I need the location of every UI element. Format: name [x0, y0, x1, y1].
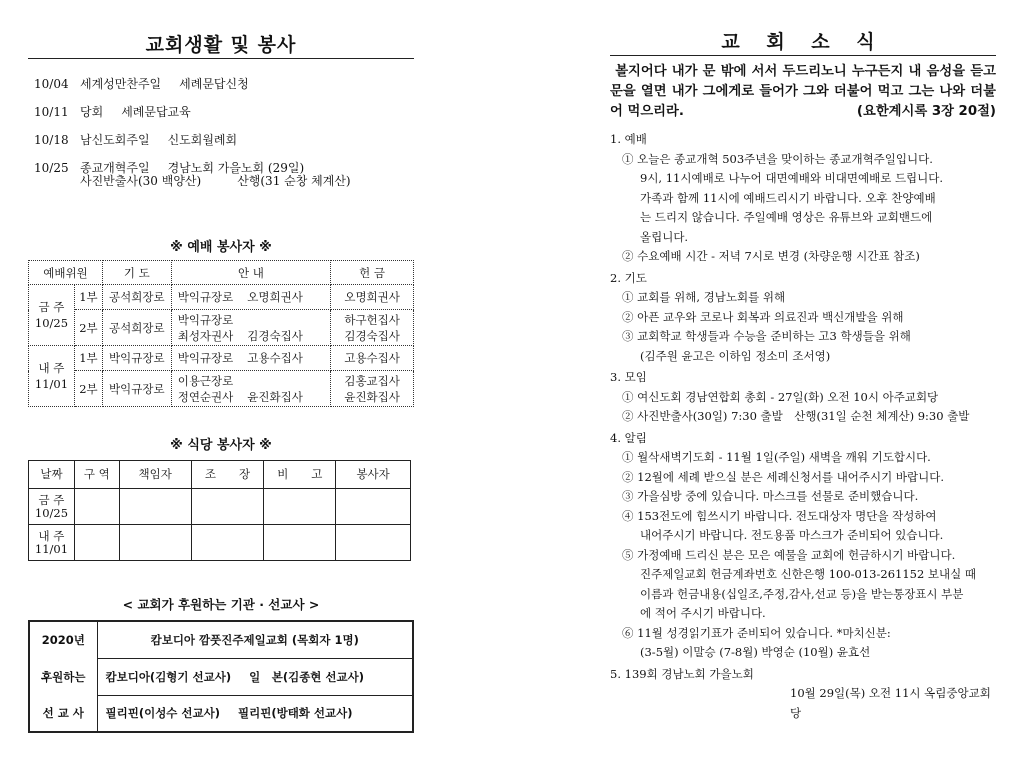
- empty-cell: [119, 489, 191, 525]
- guide-name: 박익규장로: [177, 290, 234, 304]
- schedule-item: 세례문답신청: [179, 77, 249, 91]
- news-section-heading: 4. 알림: [610, 430, 647, 445]
- table-header-row: [29, 261, 414, 285]
- news-line: 내어주시기 바랍니다. 전도용품 마스크가 준비되어 있습니다.: [640, 528, 944, 542]
- header-cell: 봉사자: [336, 461, 411, 489]
- news-line: (김주원 윤고은 이하임 정소미 조서영): [640, 348, 831, 363]
- table-row: [29, 489, 411, 525]
- header-cell: 날짜: [29, 461, 75, 489]
- offering-cell: [331, 310, 414, 346]
- mission-cell: [97, 658, 413, 695]
- news-line: ② 수요예배 시간 - 저녁 7시로 변경 (차량운행 시간표 참조): [622, 249, 920, 263]
- offering-name: 윤진화집사: [344, 389, 400, 404]
- empty-cell: [336, 489, 411, 525]
- news-line: 10월 29일(목) 오전 11시 옥림중앙교회당: [790, 686, 991, 720]
- service-cell: 2부: [74, 371, 102, 407]
- empty-cell: [264, 489, 336, 525]
- mission-cell: [97, 695, 413, 732]
- guide-name: 김경숙집사: [247, 328, 303, 343]
- table-row: [29, 371, 414, 407]
- service-cell: 1부: [74, 285, 102, 310]
- header-cell: 예배위원: [29, 261, 103, 285]
- right-page-title: 교 회 소 식: [721, 31, 885, 53]
- news-line: ① 여신도회 경남연합회 총회 - 27일(화) 오전 10시 아주교회당: [622, 389, 939, 404]
- header-cell: 비 고: [264, 461, 336, 489]
- label-cell: 선 교 사: [29, 695, 97, 732]
- missionary: 필리핀(이성수 선교사): [105, 706, 220, 721]
- kitchen-volunteers-table: [28, 460, 411, 561]
- schedule-item: 종교개혁주일: [80, 161, 150, 175]
- schedule-item: 신도회월례회: [167, 133, 238, 147]
- service-cell: 2부: [74, 310, 102, 346]
- guide-name: 정연순권사: [177, 389, 234, 404]
- week-date: 10/25: [34, 505, 69, 520]
- news-line: 진주제일교회 헌금계좌번호 신한은행 100-013-261152 보내실 때: [640, 567, 977, 581]
- offering-cell: 고용수집사: [331, 346, 414, 371]
- schedule-date: 10/11: [34, 105, 69, 119]
- offering-name: 하구헌집사: [344, 312, 400, 327]
- table-header-row: [29, 461, 411, 489]
- prayer-cell: 박익규장로: [102, 346, 171, 371]
- news-line: ④ 153전도에 힘쓰시기 바랍니다. 전도대상자 명단을 작성하여: [622, 508, 937, 523]
- week-cell: [29, 285, 75, 346]
- schedule-date: 10/04: [34, 77, 69, 91]
- table-row: [29, 695, 413, 732]
- news-section-heading: 2. 기도: [610, 270, 647, 285]
- prayer-cell: 박익규장로: [102, 371, 171, 407]
- guide-name: 윤진화집사: [247, 389, 303, 404]
- schedule-list: [34, 70, 414, 188]
- schedule-row: [34, 98, 414, 126]
- week-label: 내 주: [38, 361, 65, 375]
- week-label: 금 주: [38, 492, 65, 507]
- offering-name: 김경숙집사: [344, 328, 400, 343]
- header-cell: 안 내: [171, 261, 331, 285]
- empty-cell: [264, 525, 336, 561]
- date-cell: [29, 525, 75, 561]
- schedule-row: [34, 126, 414, 154]
- news-line: ① 월삭새벽기도회 - 11월 1일(주일) 새벽을 깨워 기도합시다.: [622, 450, 931, 464]
- news-line: ⑤ 가정예배 드리신 분은 모은 예물을 교회에 헌금하시기 바랍니다.: [622, 547, 956, 562]
- news-line: 올립니다.: [640, 229, 689, 244]
- table-row: [29, 621, 413, 658]
- schedule-item: 산행(31 순창 체계산): [237, 174, 351, 188]
- left-page-title: 교회생활 및 봉사: [145, 34, 297, 56]
- label-cell: 후원하는: [29, 658, 97, 695]
- header-cell: 책임자: [119, 461, 191, 489]
- news-line: 가족과 함께 11시에 예배드리시기 바랍니다. 오후 찬양예배: [640, 190, 936, 205]
- worship-volunteers-title: ※ 예배 봉사자 ※: [170, 240, 272, 255]
- news-line: 이름과 헌금내용(십일조,주정,감사,선교 등)을 받는통장표시 부분: [640, 586, 964, 601]
- schedule-item: 경남노회 가을노회 (29일): [167, 161, 305, 175]
- empty-cell: [336, 525, 411, 561]
- schedule-item: 당회: [80, 105, 104, 119]
- offering-cell: [331, 371, 414, 407]
- schedule-item: 남신도회주일: [80, 133, 150, 147]
- service-cell: 1부: [74, 346, 102, 371]
- table-row: [29, 525, 411, 561]
- news-line: 는 드리지 않습니다. 주일예배 영상은 유튜브와 교회밴드에: [640, 210, 933, 224]
- news-line: ⑥ 11월 성경읽기표가 준비되어 있습니다. *마치신분:: [622, 625, 891, 640]
- table-row: [29, 658, 413, 695]
- schedule-date: 10/18: [34, 133, 69, 147]
- news-line: 에 적어 주시기 바랍니다.: [640, 606, 766, 620]
- empty-cell: [191, 489, 264, 525]
- week-cell: [29, 346, 75, 407]
- news-line: ① 교회를 위해, 경남노회를 위해: [622, 290, 786, 304]
- empty-cell: [74, 525, 119, 561]
- schedule-date: 10/25: [34, 161, 69, 175]
- table-row: [29, 346, 414, 371]
- header-cell: 헌 금: [331, 261, 414, 285]
- guide-cell: [171, 346, 331, 371]
- guide-name: 최성자권사: [177, 328, 234, 343]
- schedule-subrow: [34, 174, 414, 188]
- week-label: 금 주: [38, 300, 65, 314]
- prayer-cell: 공석희장로: [102, 285, 171, 310]
- guide-cell: [171, 371, 331, 407]
- offering-cell: 오명희권사: [331, 285, 414, 310]
- offering-name: 김홍교집사: [344, 373, 400, 388]
- missionary: 일 본(김종현 선교사): [249, 669, 364, 684]
- week-label: 내 주: [38, 528, 65, 543]
- prayer-cell: 공석희장로: [102, 310, 171, 346]
- missionaries-table: [28, 620, 414, 733]
- empty-cell: [119, 525, 191, 561]
- guide-name: 박익규장로: [177, 351, 234, 365]
- schedule-item: 세례문답교육: [121, 105, 191, 119]
- news-line: ③ 가을심방 중에 있습니다. 마스크를 선물로 준비했습니다.: [622, 489, 919, 503]
- table-row: [29, 285, 414, 310]
- header-cell: 기 도: [102, 261, 171, 285]
- guide-cell: [171, 285, 331, 310]
- week-date: 10/25: [34, 316, 69, 330]
- empty-cell: [191, 525, 264, 561]
- week-date: 11/01: [34, 377, 69, 391]
- news-line: ② 사진반출사(30일) 7:30 출발 산행(31일 순천 체계산) 9:30 출발: [622, 409, 970, 423]
- week-date: 11/01: [34, 541, 69, 556]
- guide-name: 박익규장로: [177, 312, 234, 327]
- news-section-heading: 5. 139회 경남노회 가을노회: [610, 666, 754, 681]
- kitchen-volunteers-title: ※ 식당 봉사자 ※: [170, 438, 272, 453]
- title-rule: [28, 58, 414, 59]
- bible-verse: [610, 62, 996, 122]
- verse-text: 볼지어다 내가 문 밖에 서서 두드리노니 누구든지 내 음성을 듣고 문을 열면 내가 그에게로 들어가 그와 더불어 먹고 그는 나와 더불어 먹으리라.: [610, 64, 996, 119]
- guide-name: 이용근장로: [177, 373, 234, 388]
- news-line: 9시, 11시예배로 나누어 대면예배와 비대면예배로 드립니다.: [640, 171, 944, 185]
- worship-volunteers-table: [28, 260, 414, 407]
- label-cell: 2020년: [29, 621, 97, 658]
- date-cell: [29, 489, 75, 525]
- missionaries-title: < 교회가 후원하는 기관 · 선교사 >: [122, 597, 320, 612]
- guide-cell: [171, 310, 331, 346]
- news-section-heading: 3. 모임: [610, 370, 647, 384]
- church-news: [610, 128, 1000, 723]
- news-line: (3-5월) 이말승 (7-8월) 박영순 (10월) 윤효선: [640, 645, 871, 659]
- header-cell: 조 장: [191, 461, 264, 489]
- title-rule: [610, 55, 996, 56]
- schedule-item: 사진반출사(30 백양산): [80, 174, 202, 188]
- news-line: ② 12월에 세례 받으실 분은 세례신청서를 내어주시기 바랍니다.: [622, 469, 944, 484]
- mission-cell: 캄보디아 깜풋진주제일교회 (목회자 1명): [97, 621, 413, 658]
- guide-name: 오명희권사: [247, 290, 303, 304]
- news-line: ③ 교회학교 학생들과 수능을 준비하는 고3 학생들을 위해: [622, 329, 911, 343]
- news-line: ① 오늘은 종교개혁 503주년을 맞이하는 종교개혁주일입니다.: [622, 151, 933, 166]
- news-line: ② 아픈 교우와 코로나 회복과 의료진과 백신개발을 위해: [622, 309, 904, 324]
- table-row: [29, 310, 414, 346]
- empty-cell: [74, 489, 119, 525]
- news-section-heading: 1. 예배: [610, 132, 647, 146]
- guide-name: 고용수집사: [247, 351, 303, 365]
- verse-reference: (요한계시록 3장 20절): [856, 104, 996, 119]
- schedule-row: [34, 70, 414, 98]
- schedule-item: 세계성만찬주일: [80, 77, 162, 91]
- missionary: 필리핀(방태화 선교사): [238, 706, 353, 721]
- missionary: 캄보디아(김형기 선교사): [105, 669, 232, 684]
- header-cell: 구 역: [74, 461, 119, 489]
